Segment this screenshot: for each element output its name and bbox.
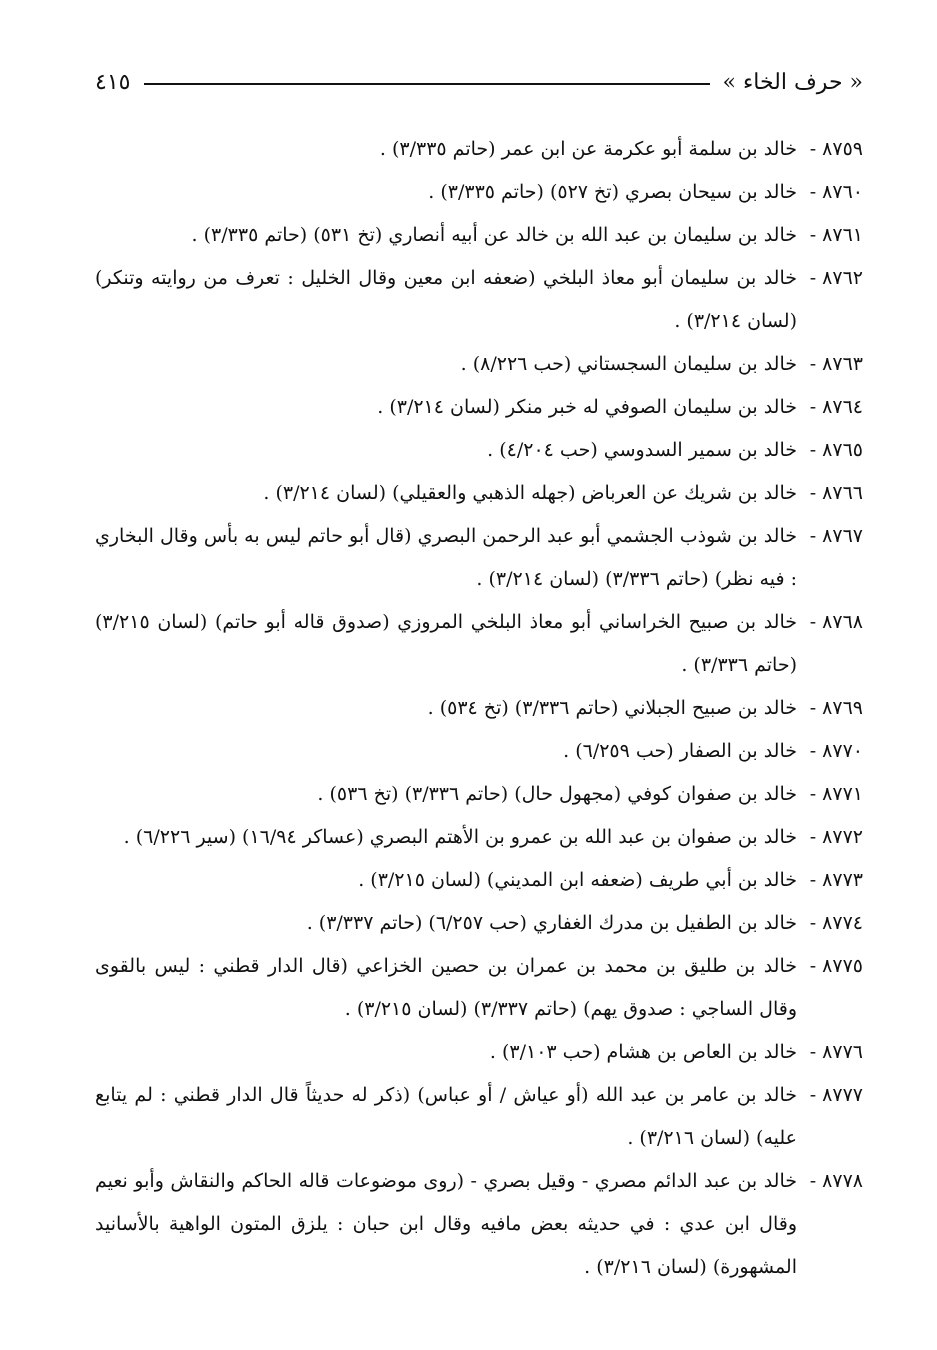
entry-number: ٨٧٧٣ -: [809, 869, 863, 891]
entry-text: خالد بن سمير السدوسي (حب ٤/٢٠٤) .: [487, 439, 797, 461]
entry-list: [95, 128, 863, 1289]
entry-number: ٨٧٧٠ -: [809, 740, 863, 762]
entry-text: خالد بن صفوان كوفي (مجهول حال) (حاتم ٣/٣٣٦) (تخ ٥٣٦) .: [317, 783, 797, 805]
entry-text: خالد بن طليق بن محمد بن عمران بن حصين الخزاعي (قال الدار قطني : ليس بالقوى وقال الساجي : صدوق يهم) (حاتم ٣/٣٣٧) (لسان ٣/٢١٥) .: [95, 955, 797, 1020]
entry-8759: [95, 128, 863, 171]
entry-text: خالد بن عبد الدائم مصري - وقيل بصري - (روى موضوعات قاله الحاكم والنقاش وأبو نعيم وقال ابن عدي : في حديثه بعض مافيه وقال ابن حبان : يلزق المتون الواهية بالأسانيد المشهورة) (لسان ٣/٢١٦) .: [95, 1170, 797, 1278]
entry-text: خالد بن سليمان بن عبد الله بن خالد عن أبيه أنصاري (تخ ٥٣١) (حاتم ٣/٣٣٥) .: [191, 224, 797, 246]
entry-8777: [95, 1074, 863, 1160]
entry-text: خالد بن سلمة أبو عكرمة عن ابن عمر (حاتم ٣/٣٣٥) .: [379, 138, 797, 160]
entry-8774: [95, 902, 863, 945]
entry-text: خالد بن سليمان أبو معاذ البلخي (ضعفه ابن معين وقال الخليل : تعرف من روايته وتنكر) (لسان ٣/٢١٤) .: [95, 267, 797, 332]
page-header: [95, 62, 863, 102]
entry-number: ٨٧٦٨ -: [809, 611, 863, 633]
entry-number: ٨٧٦١ -: [809, 224, 863, 246]
entry-number: ٨٧٧٥ -: [809, 955, 863, 977]
entry-text: خالد بن صبيح الخراساني أبو معاذ البلخي المروزي (صدوق قاله أبو حاتم) (لسان ٣/٢١٥) (حاتم ٣/٣٣٦) .: [95, 611, 797, 676]
entry-number: ٨٧٦٧ -: [809, 525, 863, 547]
entry-number: ٨٧٦٥ -: [809, 439, 863, 461]
entry-8760: [95, 171, 863, 214]
entry-number: ٨٧٧٦ -: [809, 1041, 863, 1063]
entry-number: ٨٧٧٨ -: [809, 1170, 863, 1192]
entry-8776: [95, 1031, 863, 1074]
entry-8767: [95, 515, 863, 601]
entry-number: ٨٧٦٦ -: [809, 482, 863, 504]
entry-number: ٨٧٦٢ -: [809, 267, 863, 289]
entry-8766: [95, 472, 863, 515]
entry-8763: [95, 343, 863, 386]
entry-text: خالد بن الطفيل بن مدرك الغفاري (حب ٦/٢٥٧) (حاتم ٣/٣٣٧) .: [306, 912, 797, 934]
entry-8778: [95, 1160, 863, 1289]
header-rule: [144, 83, 710, 85]
entry-number: ٨٧٦٣ -: [809, 353, 863, 375]
entry-8775: [95, 945, 863, 1031]
entry-8771: [95, 773, 863, 816]
entry-8761: [95, 214, 863, 257]
entry-8773: [95, 859, 863, 902]
entry-number: ٨٧٦٠ -: [809, 181, 863, 203]
entry-number: ٨٧٦٩ -: [809, 697, 863, 719]
entry-8772: [95, 816, 863, 859]
page-number: ٤١٥: [95, 69, 131, 95]
entry-text: خالد بن الصفار (حب ٦/٢٥٩) .: [563, 740, 797, 762]
entry-text: خالد بن سليمان السجستاني (حب ٨/٢٢٦) .: [460, 353, 797, 375]
entry-text: خالد بن سيحان بصري (تخ ٥٢٧) (حاتم ٣/٣٣٥) .: [428, 181, 797, 203]
chapter-title: « حرف الخاء »: [722, 69, 863, 95]
entry-8765: [95, 429, 863, 472]
entry-8764: [95, 386, 863, 429]
entry-number: ٨٧٧٧ -: [809, 1084, 863, 1106]
entry-number: ٨٧٦٤ -: [809, 396, 863, 418]
entry-text: خالد بن عامر بن عبد الله (أو عياش / أو عباس) (ذكر له حديثاً قال الدار قطني : لم يتابع عليه) (لسان ٣/٢١٦) .: [95, 1084, 797, 1149]
entry-text: خالد بن صبيح الجبلاني (حاتم ٣/٣٣٦) (تخ ٥٣٤) .: [427, 697, 797, 719]
entry-number: ٨٧٧١ -: [809, 783, 863, 805]
entry-text: خالد بن أبي طريف (ضعفه ابن المديني) (لسان ٣/٢١٥) .: [358, 869, 797, 891]
entry-text: خالد بن العاص بن هشام (حب ٣/١٠٣) .: [489, 1041, 797, 1063]
entry-number: ٨٧٧٢ -: [809, 826, 863, 848]
entry-text: خالد بن شوذب الجشمي أبو عبد الرحمن البصري (قال أبو حاتم ليس به بأس وقال البخاري : فيه نظر) (حاتم ٣/٣٣٦) (لسان ٣/٢١٤) .: [95, 525, 798, 590]
entry-text: خالد بن شريك عن العرباض (جهله الذهبي والعقيلي) (لسان ٣/٢١٤) .: [263, 482, 797, 504]
entry-number: ٨٧٥٩ -: [809, 138, 863, 160]
entry-text: خالد بن صفوان بن عبد الله بن عمرو بن الأهتم البصري (عساكر ١٦/٩٤) (سير ٦/٢٢٦) .: [123, 826, 797, 848]
entry-text: خالد بن سليمان الصوفي له خبر منكر (لسان ٣/٢١٤) .: [377, 396, 797, 418]
entry-8770: [95, 730, 863, 773]
entry-number: ٨٧٧٤ -: [809, 912, 863, 934]
entry-8769: [95, 687, 863, 730]
entry-8768: [95, 601, 863, 687]
entry-8762: [95, 257, 863, 343]
